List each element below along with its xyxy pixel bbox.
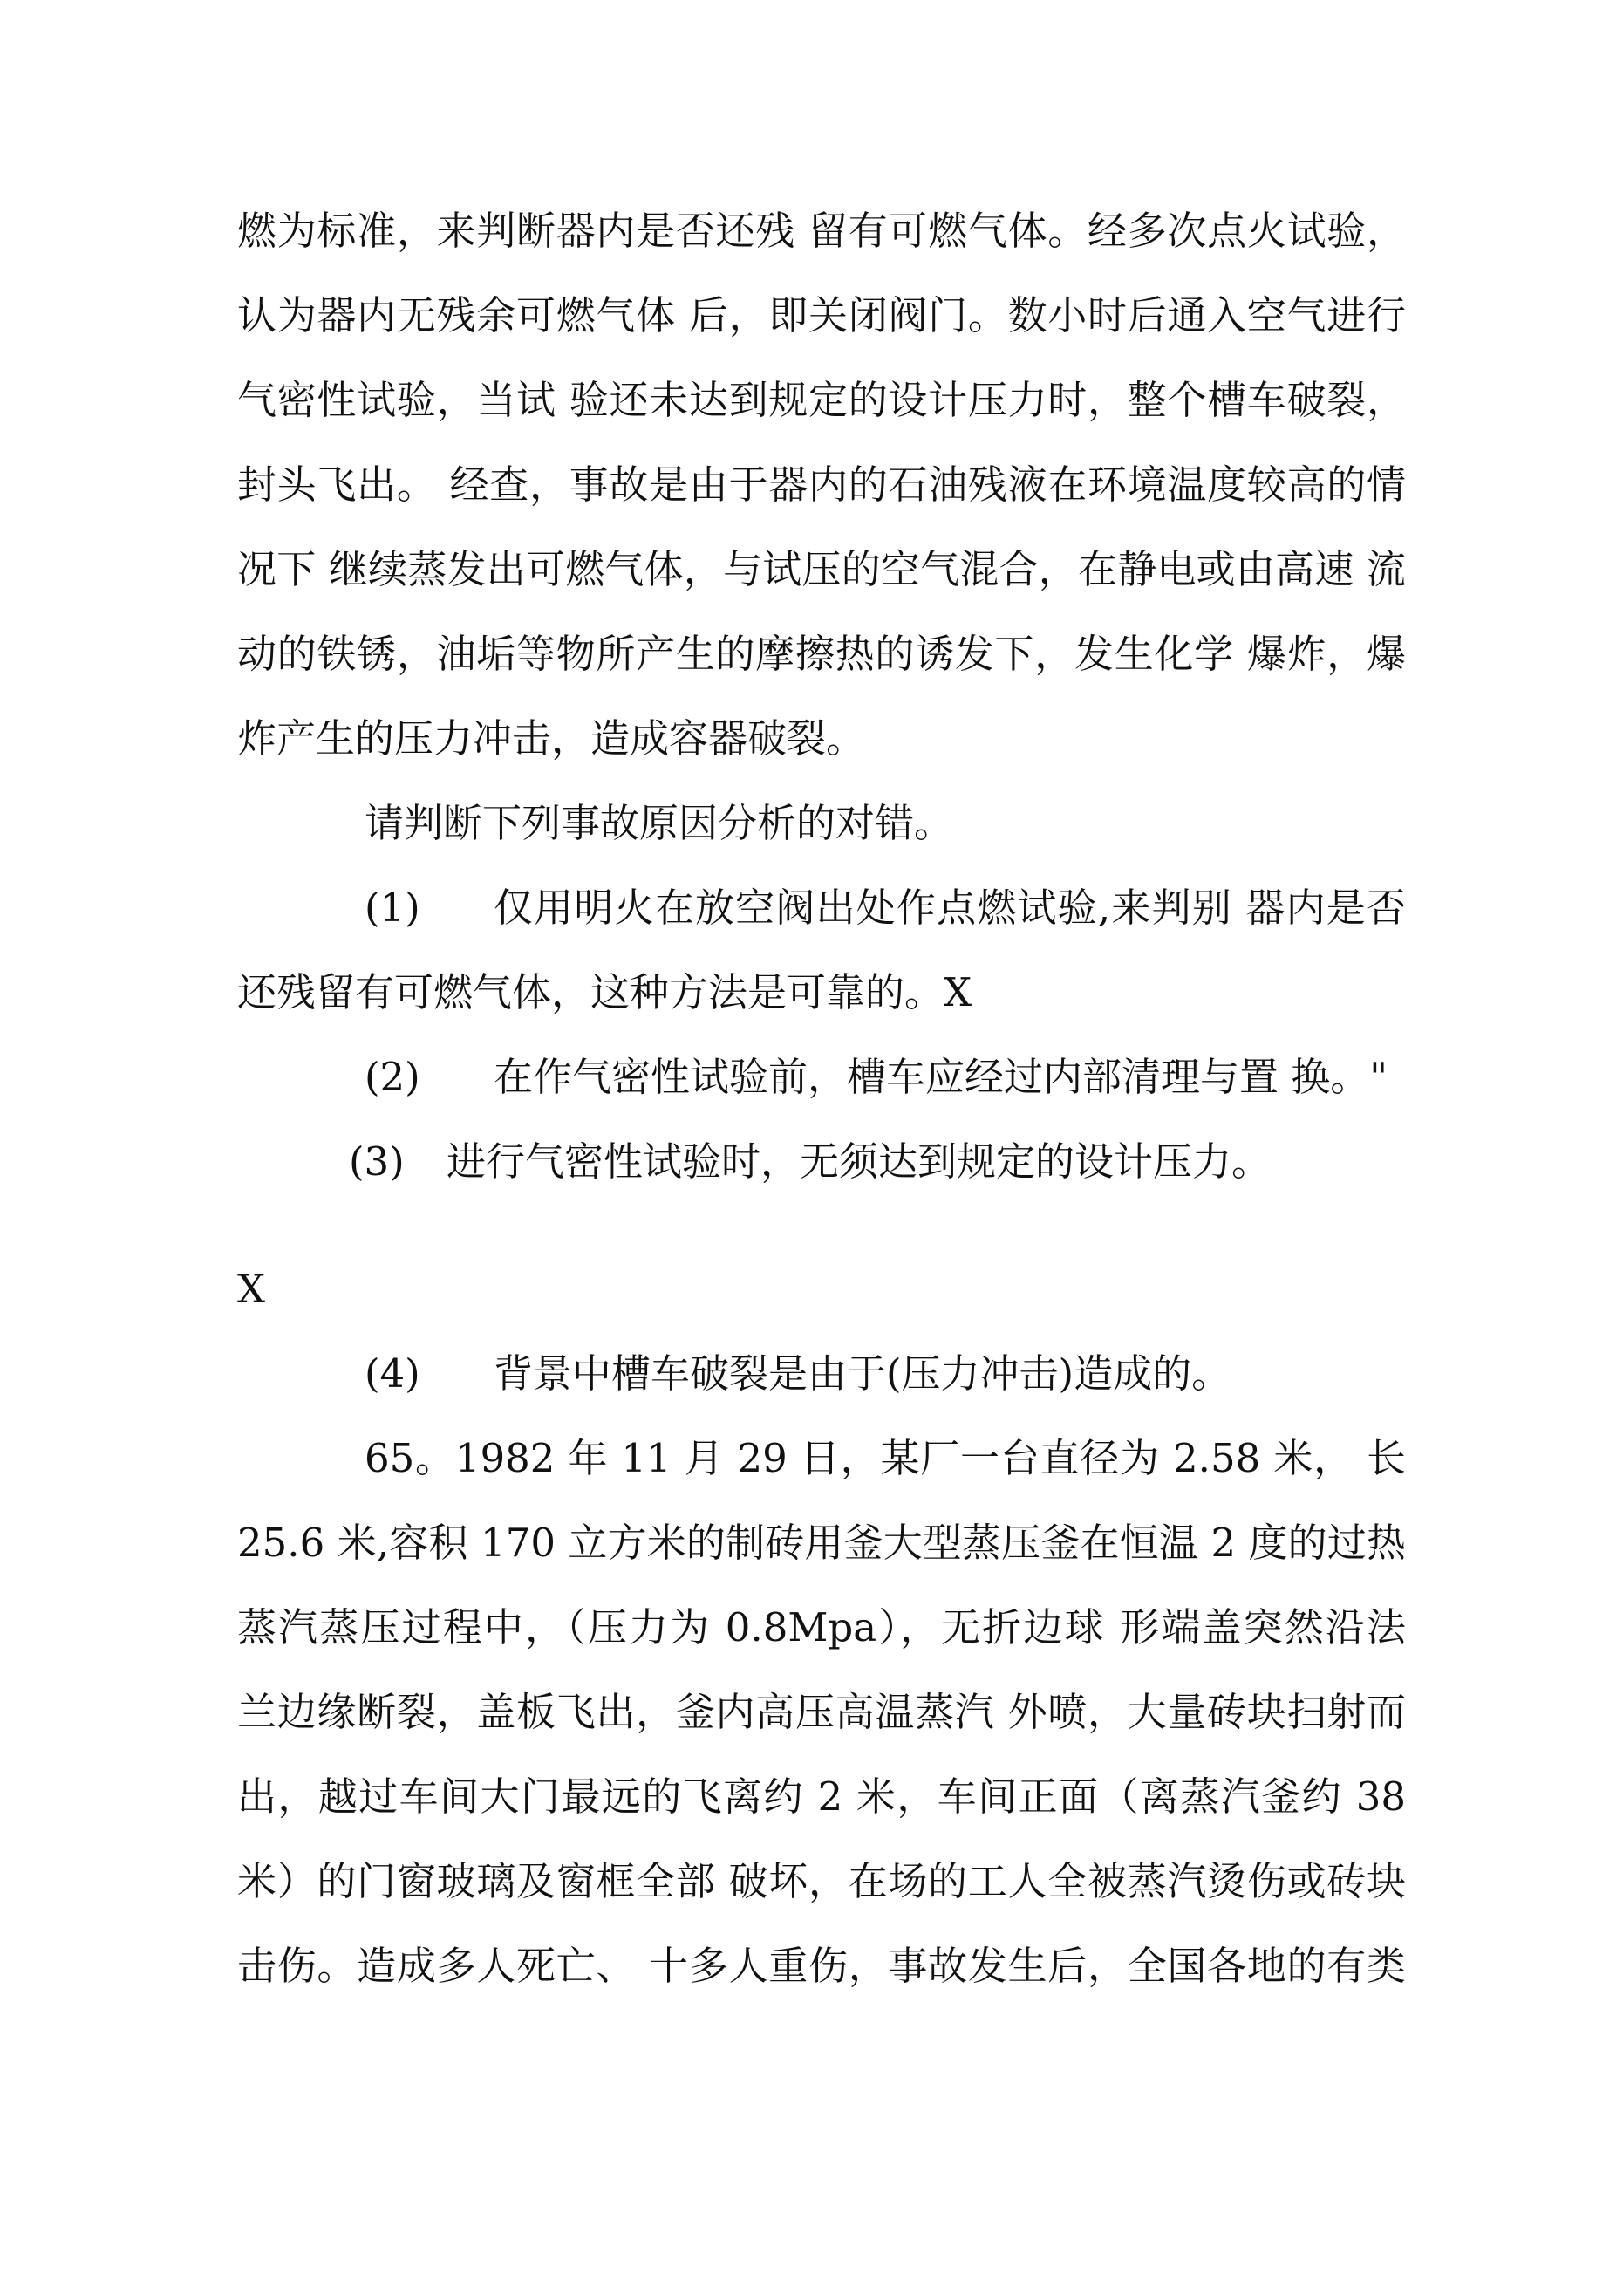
question-intro: 请判断下列事故原因分析的对错。 — [365, 800, 954, 846]
paragraph-line: 认为器内无残余可燃气体 后，即关闭阀门。数小时后通入空气进行 — [237, 292, 1406, 338]
paragraph-line: 击伤。造成多人死亡、 十多人重伤，事故发生后，全国各地的有类 — [237, 1943, 1406, 1989]
paragraph-line: 兰边缘断裂，盖板飞出，釜内高压高温蒸汽 外喷，大量砖块扫射而 — [237, 1689, 1406, 1735]
question-item-line: 还残留有可燃气体，这种方法是可靠的。X — [237, 969, 972, 1015]
question-item-2 — [365, 1051, 1388, 1104]
item-answer-mark: X — [237, 1266, 266, 1312]
paragraph-line: 燃为标准，来判断器内是否还残 留有可燃气体。经多次点火试验， — [237, 208, 1406, 254]
question-item-3 — [349, 1136, 1271, 1188]
item-text: 进行气密性试验时，无须达到规定的设计压力。 — [447, 1138, 1272, 1185]
question-item-4 — [365, 1348, 1231, 1400]
paragraph-line: 蒸汽蒸压过程中，（压力为 0.8Mpa），无折边球 形端盖突然沿法 — [237, 1604, 1406, 1650]
paragraph-line: 25.6 米,容积 170 立方米的制砖用釜大型蒸压釜在恒温 2 度的过热 — [237, 1520, 1406, 1566]
paragraph-line: 出，越过车间大门最远的飞离约 2 米，车间正面（离蒸汽釜约 38 — [237, 1773, 1406, 1820]
item-number: (2) — [365, 1054, 420, 1100]
item-number: (1) — [365, 885, 420, 931]
paragraph-line: 气密性试验，当试 验还未达到规定的设计压力时，整个槽车破裂， — [237, 377, 1406, 423]
question-item-line — [365, 882, 1406, 934]
item-text: 在作气密性试验前，槽车应经过内部清理与置 换。" — [494, 1054, 1388, 1100]
paragraph-line: 动的铁锈，油垢等物所产生的摩擦热的诱发下，发生化学 爆炸，爆 — [237, 631, 1406, 677]
paragraph-line: 封头飞出。 经查，事故是由于器内的石油残液在环境温度较高的情 — [237, 461, 1406, 508]
paragraph-line: 65。1982 年 11 月 29 日，某厂一台直径为 2.58 米， 长 — [365, 1435, 1406, 1481]
item-number: (4) — [365, 1350, 420, 1397]
paragraph-line: 炸产生的压力冲击，造成容器破裂。 — [237, 715, 866, 762]
paragraph-line: 米）的门窗玻璃及窗框全部 破坏，在场的工人全被蒸汽烫伤或砖块 — [237, 1858, 1406, 1904]
item-text: 背景中槽车破裂是由于(压力冲击)造成的。 — [494, 1350, 1231, 1397]
paragraph-line: 况下 继续蒸发出可燃气体，与试压的空气混合，在静电或由高速 流 — [237, 546, 1406, 592]
item-text: 仅用明火在放空阀出处作点燃试验,来判别 器内是否 — [494, 885, 1406, 931]
item-number: (3) — [349, 1138, 405, 1185]
